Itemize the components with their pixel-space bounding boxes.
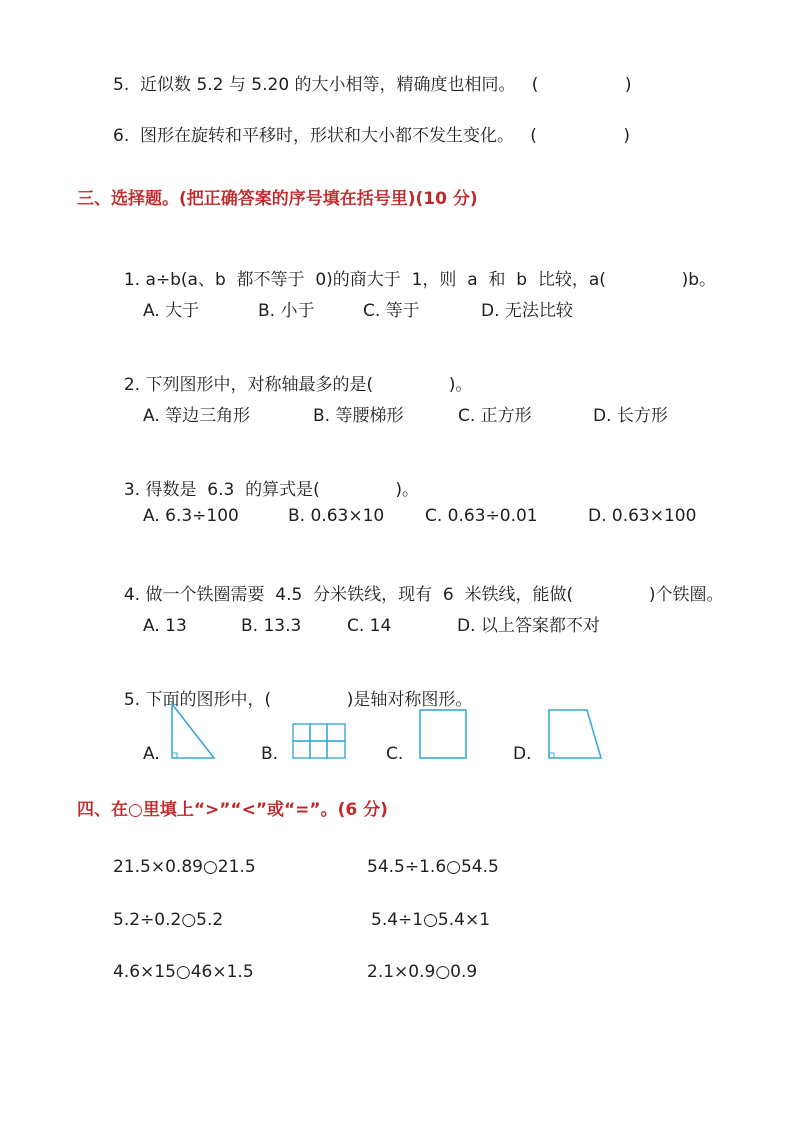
option-d[interactable]: D. 以上答案都不对 xyxy=(457,616,600,636)
answer-paren[interactable]: ( ) xyxy=(530,126,630,146)
question-number: 1. xyxy=(123,270,141,290)
question-number: 5. xyxy=(123,690,141,710)
question-text: a÷b(a、b 都不等于 0)的商大于 1，则 a 和 b 比较，a( )b。 xyxy=(145,270,716,290)
figure-label: B. xyxy=(261,744,279,764)
option-c[interactable]: C. 14 xyxy=(347,616,392,636)
compare-item[interactable]: 5.2÷0.2○5.2 xyxy=(113,910,224,930)
compare-item[interactable]: 5.4÷1○5.4×1 xyxy=(371,910,491,930)
choice-question-1 xyxy=(113,245,716,290)
option-b[interactable]: B. 小于 xyxy=(258,301,315,321)
section-heading-compare: 四、在○里填上“>”“<”或“=”。(6 分) xyxy=(77,800,388,820)
squares-shape xyxy=(291,700,351,762)
right-triangle-shape xyxy=(169,700,219,762)
option-row-1 xyxy=(143,296,573,321)
option-c[interactable]: C. 正方形 xyxy=(458,406,532,426)
compare-item[interactable]: 2.1×0.9○0.9 xyxy=(367,962,478,982)
question-text: 得数是 6.3 的算式是( )。 xyxy=(145,480,420,500)
option-row-2 xyxy=(143,401,668,426)
figure-label: A. xyxy=(143,744,160,764)
option-a[interactable]: A. 13 xyxy=(143,616,187,636)
option-row-3 xyxy=(143,506,696,526)
question-text: 下列图形中，对称轴最多的是( )。 xyxy=(145,375,473,395)
option-a[interactable]: A. 6.3÷100 xyxy=(143,506,239,526)
question-text: 下面的图形中，( )是轴对称图形。 xyxy=(145,690,473,710)
option-a[interactable]: A. 等边三角形 xyxy=(143,406,251,426)
option-d[interactable]: D. 0.63×100 xyxy=(588,506,697,526)
question-text: 做一个铁圈需要 4.5 分米铁线，现有 6 米铁线，能做( )个铁圈。 xyxy=(145,585,724,605)
section-heading-choice: 三、选择题。(把正确答案的序号填在括号里)(10 分) xyxy=(77,189,478,209)
option-d[interactable]: D. 长方形 xyxy=(593,406,668,426)
option-c[interactable]: C. 0.63÷0.01 xyxy=(425,506,538,526)
option-c[interactable]: C. 等于 xyxy=(363,301,420,321)
judge-item-6 xyxy=(113,121,630,146)
question-number: 4. xyxy=(123,585,141,605)
judge-item-text: 图形在旋转和平移时，形状和大小都不发生变化。 xyxy=(140,126,515,146)
choice-question-4 xyxy=(113,560,723,605)
square-shape xyxy=(416,700,470,762)
judge-item-text: 近似数 5.2 与 5.20 的大小相等，精确度也相同。 xyxy=(140,75,516,95)
judge-item-number: 5. xyxy=(113,75,130,95)
judge-item-number: 6. xyxy=(113,126,130,146)
choice-question-3 xyxy=(113,455,419,500)
option-a[interactable]: A. 大于 xyxy=(143,301,200,321)
option-d[interactable]: D. 无法比较 xyxy=(481,301,573,321)
judge-item-5 xyxy=(113,70,632,95)
compare-item[interactable]: 54.5÷1.6○54.5 xyxy=(367,857,499,877)
figure-options xyxy=(143,700,643,770)
option-b[interactable]: B. 13.3 xyxy=(241,616,302,636)
option-row-4 xyxy=(143,611,600,636)
answer-paren[interactable]: ( ) xyxy=(531,75,632,95)
compare-item[interactable]: 21.5×0.89○21.5 xyxy=(113,857,256,877)
right-trapezoid-shape xyxy=(543,700,607,762)
figure-label: D. xyxy=(513,744,532,764)
compare-item[interactable]: 4.6×15○46×1.5 xyxy=(113,962,254,982)
option-b[interactable]: B. 等腰梯形 xyxy=(313,406,404,426)
question-number: 2. xyxy=(123,375,141,395)
choice-question-2 xyxy=(113,350,472,395)
question-number: 3. xyxy=(123,480,141,500)
figure-label: C. xyxy=(386,744,404,764)
option-b[interactable]: B. 0.63×10 xyxy=(288,506,385,526)
